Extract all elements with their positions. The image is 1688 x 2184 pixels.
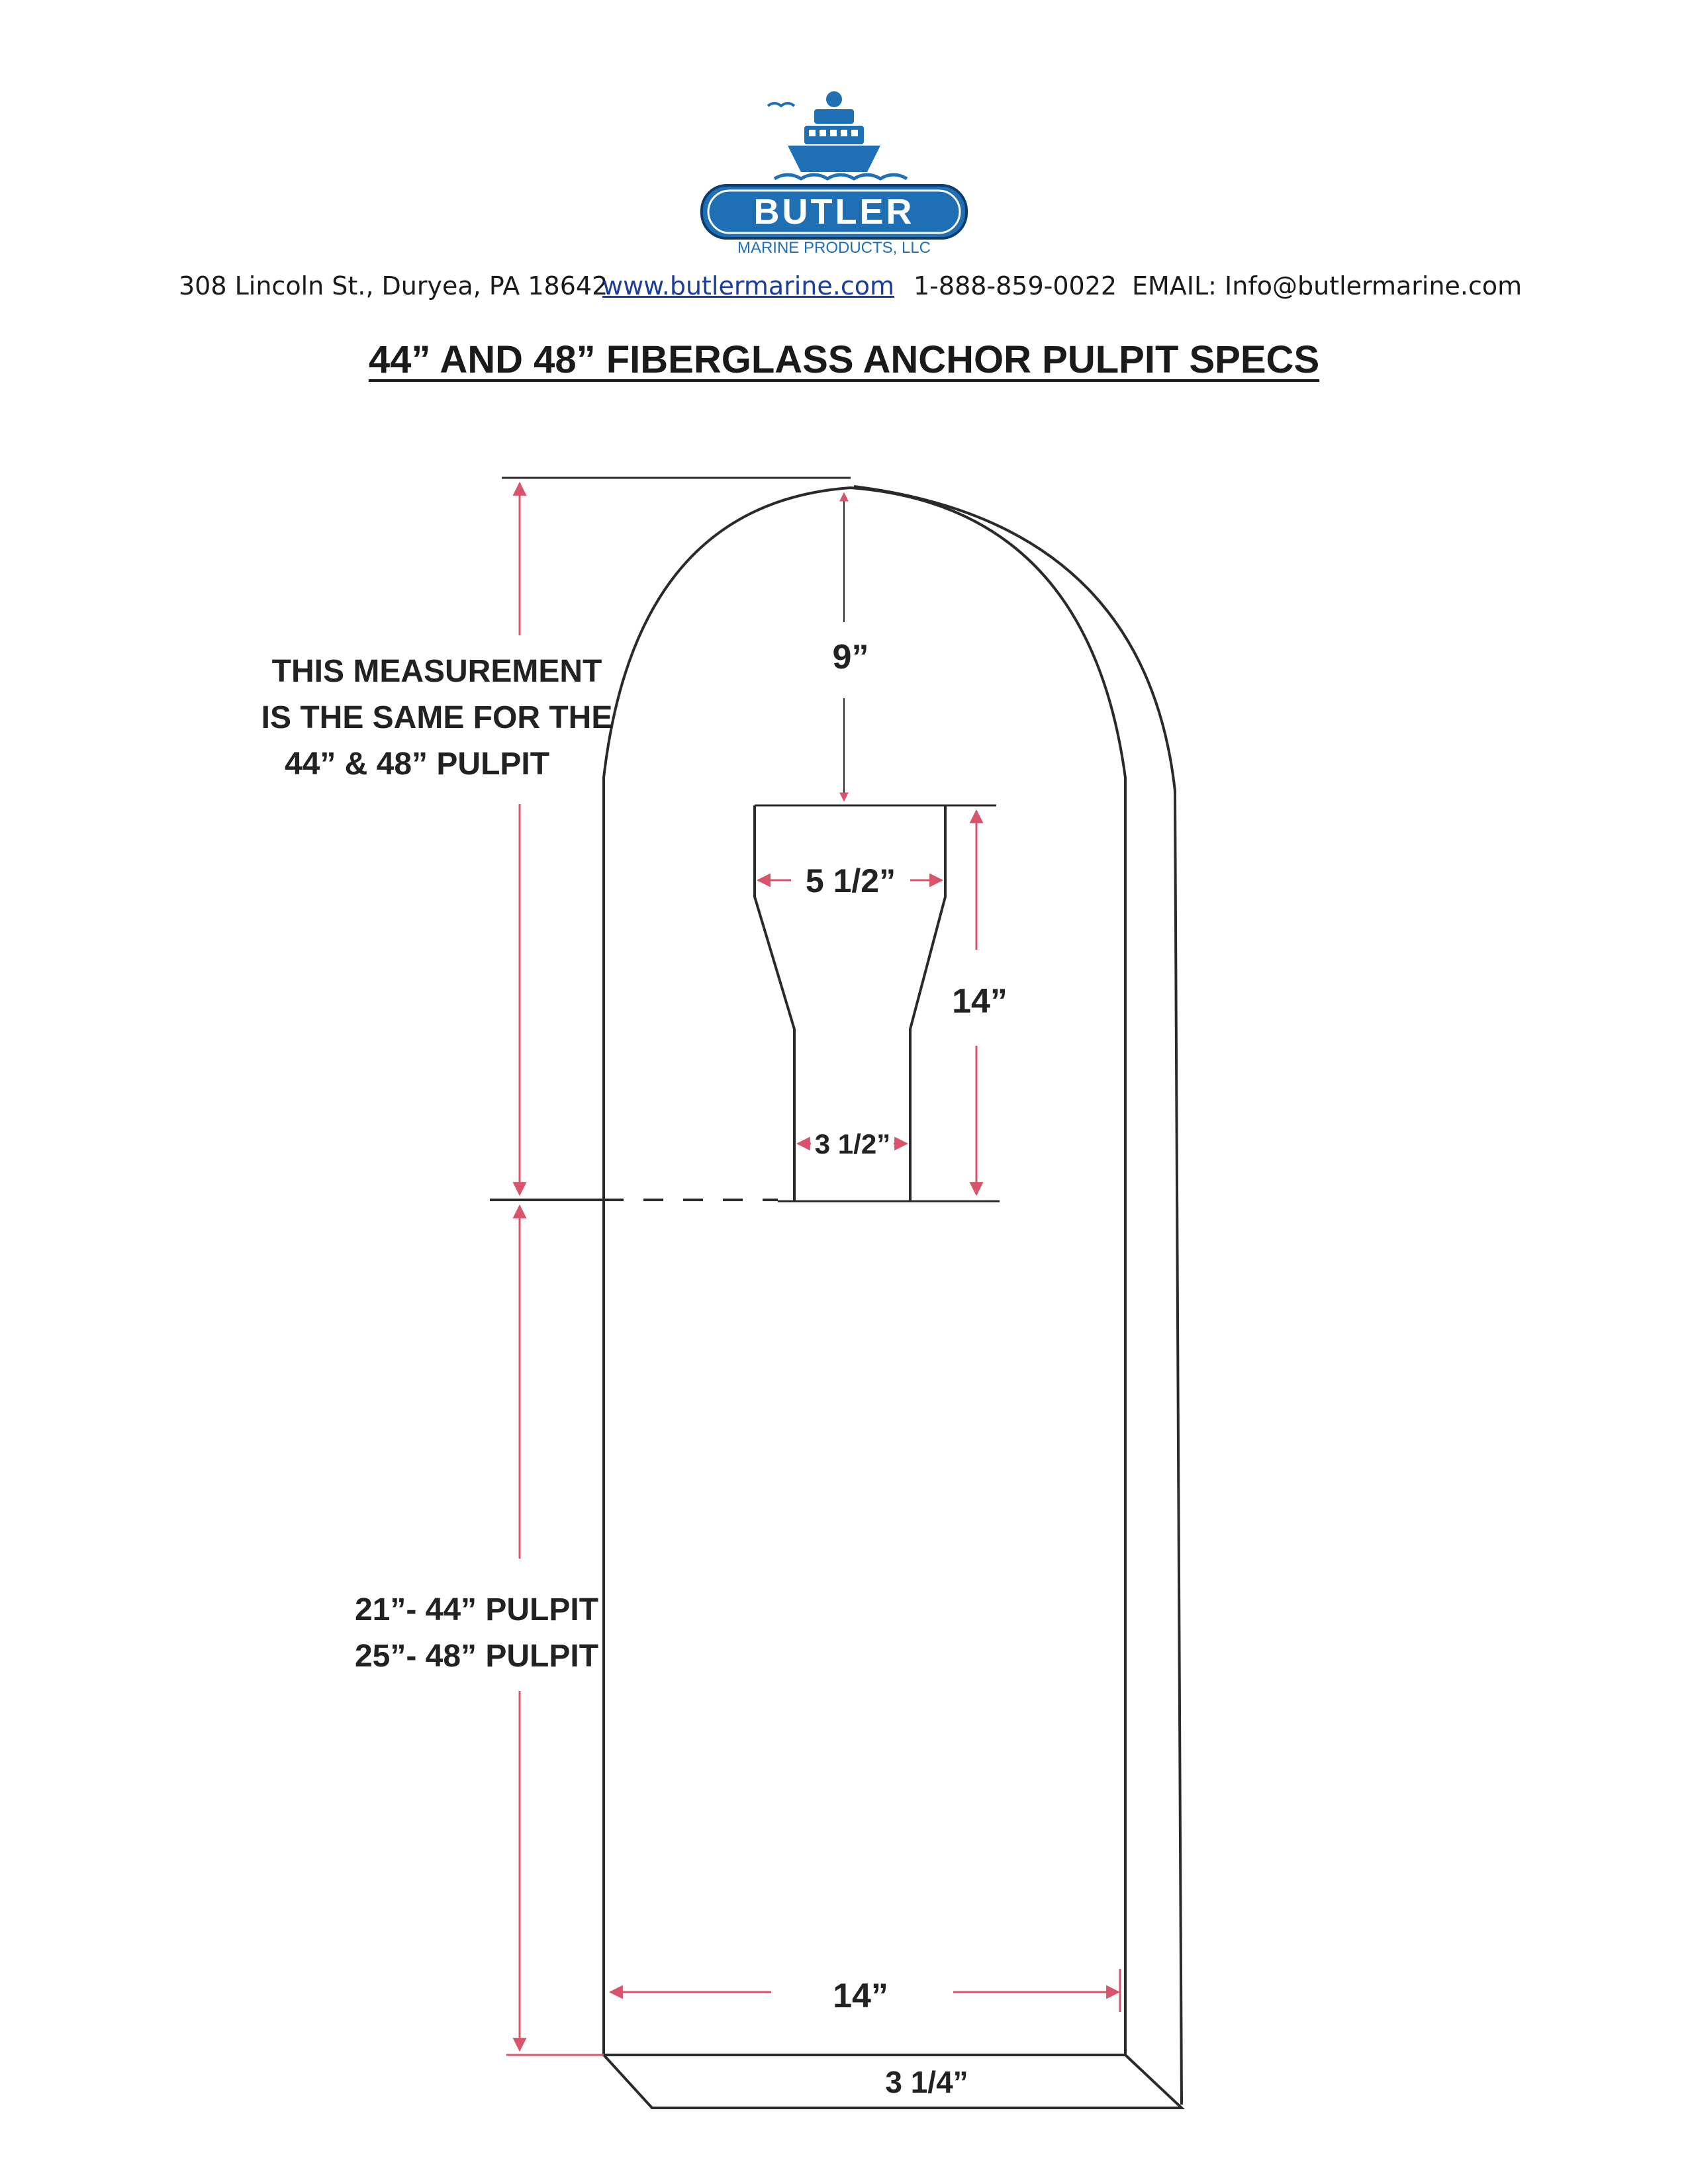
brand-sub: MARINE PRODUCTS, LLC [737,239,931,257]
pulpit-back-edge [854,486,1182,2105]
note-top-line-2: IS THE SAME FOR THE [261,700,613,735]
address-text: 308 Lincoln St., Duryea, PA 18642 [179,271,608,300]
page-title: 44” AND 48” FIBERGLASS ANCHOR PULPIT SPECS [368,338,1320,381]
note-lower-line-2: 25”- 48” PULPIT [354,1639,599,1674]
brand-name: BUTLER [753,192,915,232]
email-text: EMAIL: Info@butlermarine.com [1132,271,1523,300]
dim-top-to-slot-label: 9” [832,638,869,676]
phone-text: 1-888-859-0022 [914,271,1117,300]
note-lower-line-1: 21”- 44” PULPIT [354,1592,599,1627]
note-top-line-3: 44” & 48” PULPIT [284,747,550,782]
website-link[interactable]: www.butlermarine.com [602,271,895,300]
dim-thickness-label: 3 1/4” [885,2065,968,2099]
dim-slot-length-label: 14” [952,982,1008,1021]
pulpit-outline [604,488,1125,2055]
dim-slot-bottom-width-label: 3 1/2” [814,1128,891,1160]
dim-slot-top-width-label: 5 1/2” [805,862,896,899]
note-top-line-1: THIS MEASUREMENT [271,654,602,689]
dim-pulpit-width-label: 14” [833,1977,888,2015]
